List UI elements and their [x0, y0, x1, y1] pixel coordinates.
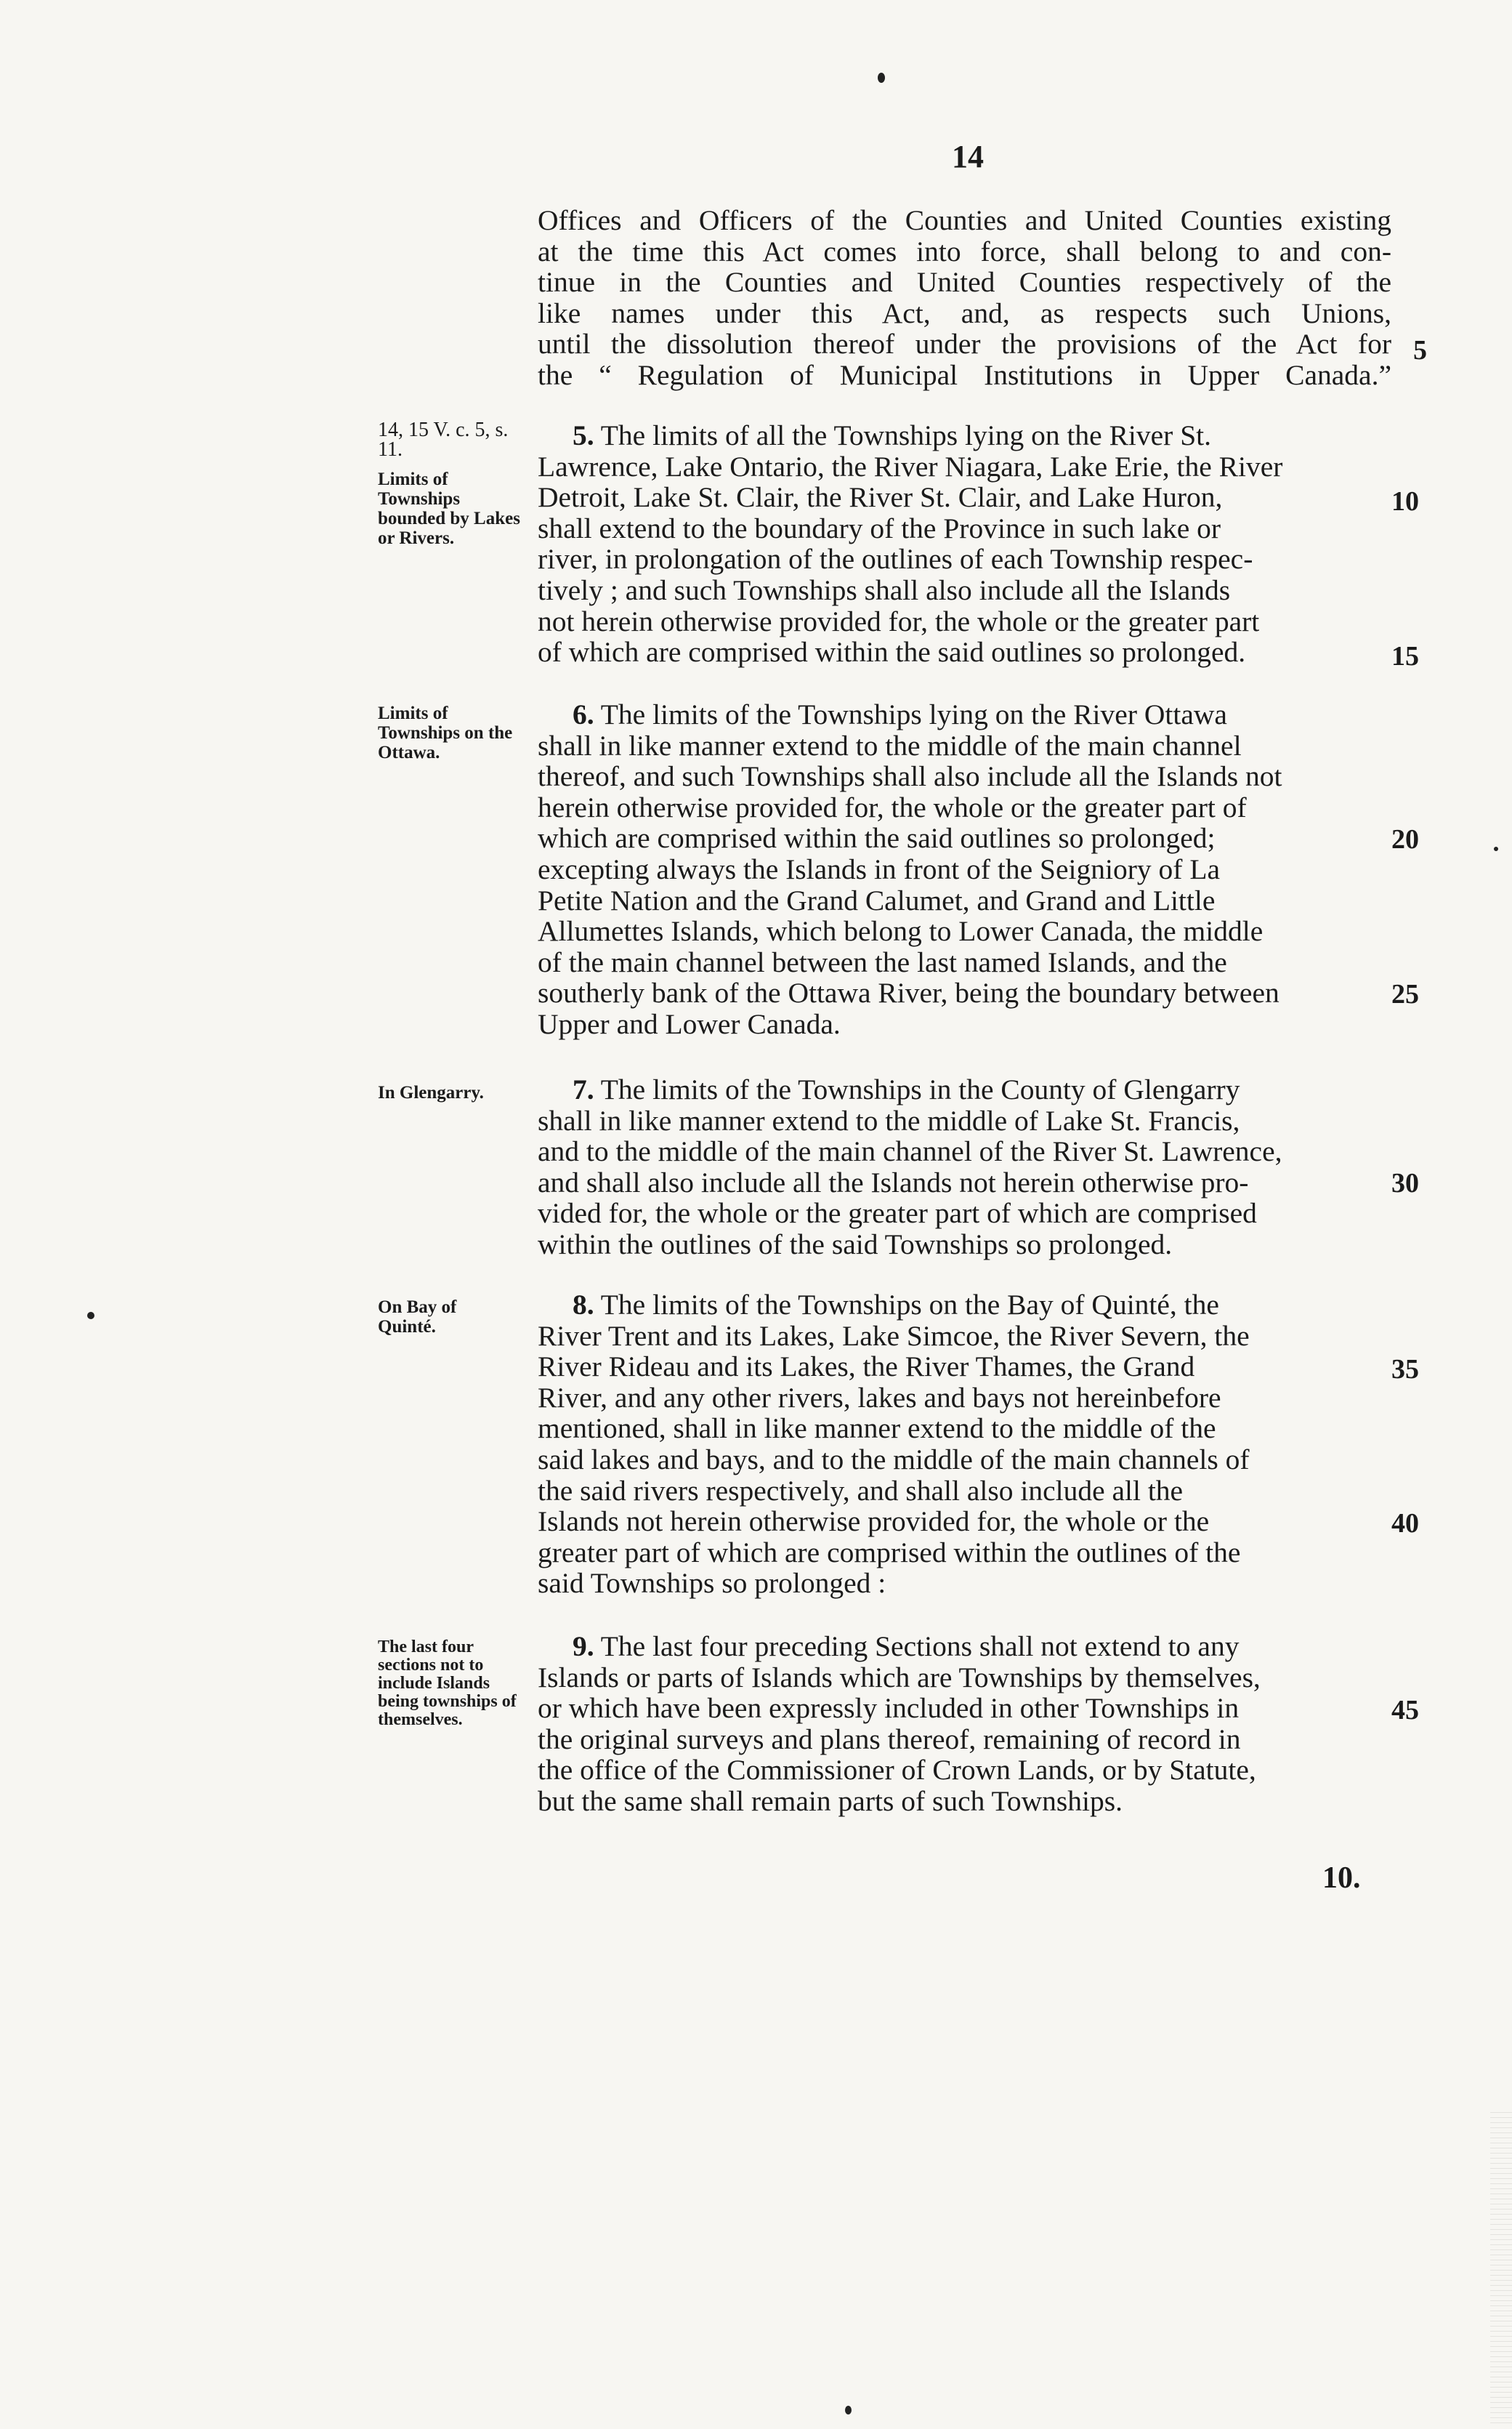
text-line: River, and any other rivers, lakes and bays not hereinbefore: [538, 1381, 1221, 1414]
line-number: 15: [1391, 641, 1419, 672]
section-number: 9.: [573, 1630, 594, 1662]
section-8: [538, 1289, 1391, 1599]
text-line: said Townships so prolonged :: [538, 1567, 886, 1600]
section-9: [538, 1631, 1391, 1817]
text-line: The last four preceding Sections shall not extend to any: [600, 1630, 1240, 1662]
text-line: excepting always the Islands in front of the Seigniory of La: [538, 853, 1220, 885]
text-line: The limits of the Townships in the County of Glengarry: [600, 1073, 1240, 1105]
text-line: said lakes and bays, and to the middle of the main channels of: [538, 1443, 1250, 1475]
text-line: Offices and Officers of the Counties and United Counties existing: [538, 204, 1391, 236]
text-line: The limits of the Townships lying on the River Ottawa: [600, 698, 1227, 730]
text-line: The limits of the Townships on the Bay of Quinté, the: [600, 1289, 1219, 1321]
text-line: like names under this Act, and, as respects such Unions,: [538, 297, 1391, 329]
line-number: 45: [1391, 1695, 1419, 1725]
text-line: herein otherwise provided for, the whole or the greater part of: [538, 791, 1247, 823]
text-line: tinue in the Counties and United Counties respectively of the: [538, 266, 1391, 299]
text-line: tively ; and such Townships shall also include all the Islands: [538, 573, 1231, 606]
margin-note-section-5: [378, 420, 530, 548]
page-number: 14: [952, 139, 984, 174]
text-line: until the dissolution thereof under the provisions of the Act for: [538, 328, 1391, 360]
text-line: shall in like manner extend to the middle of the main channel: [538, 729, 1242, 762]
text-line: The limits of all the Townships lying on the River St.: [600, 419, 1212, 451]
margin-note-text: The last four sections not to include Islands being townships of themselves.: [378, 1638, 517, 1729]
margin-note-text: In Glengarry.: [378, 1083, 484, 1103]
line-number: 5: [1413, 335, 1427, 366]
margin-note-text: On Bay of Quinté.: [378, 1297, 457, 1337]
text-line: which are comprised within the said outlines so prolonged;: [538, 822, 1216, 855]
text-line: vided for, the whole or the greater part of which are comprised: [538, 1197, 1257, 1230]
text-line: the said rivers respectively, and shall also include all the: [538, 1474, 1184, 1507]
text-line: greater part of which are comprised within the outlines of the: [538, 1536, 1241, 1568]
text-line: thereof, and such Townships shall also include all the Islands not: [538, 760, 1282, 793]
section-number: 7.: [573, 1073, 594, 1105]
text-line: Islands not herein otherwise provided for, the whole or the: [538, 1505, 1210, 1538]
text-line: Petite Nation and the Grand Calumet, and Grand and Little: [538, 884, 1216, 917]
margin-note-section-7: [378, 1083, 530, 1103]
line-number: 30: [1391, 1168, 1419, 1199]
margin-note-section-6: [378, 704, 530, 762]
text-line: and to the middle of the main channel of the River St. Lawrence,: [538, 1135, 1282, 1168]
text-line: and shall also include all the Islands not herein otherwise pro-: [538, 1166, 1249, 1199]
section-6: [538, 699, 1391, 1040]
text-line: Islands or parts of Islands which are Townships by themselves,: [538, 1661, 1261, 1693]
text-line: Allumettes Islands, which belong to Lower Canada, the middle: [538, 915, 1264, 948]
scan-speck: [845, 2406, 852, 2414]
scan-speck: [1494, 847, 1498, 851]
text-line: the original surveys and plans thereof, remaining of record in: [538, 1723, 1241, 1755]
text-line: at the time this Act comes into force, shall belong to and con-: [538, 235, 1391, 267]
line-number: 40: [1391, 1508, 1419, 1539]
scan-speck: [878, 73, 885, 83]
section-number: 6.: [573, 698, 594, 730]
text-line: within the outlines of the said Townships so prolonged.: [538, 1228, 1173, 1260]
statute-reference: 14, 15 V. c. 5, s. 11.: [378, 419, 509, 461]
text-line: River Trent and its Lakes, Lake Simcoe, the River Severn, the: [538, 1319, 1250, 1352]
section-5: [538, 420, 1391, 668]
text-line: Lawrence, Lake Ontario, the River Niagara, Lake Erie, the River: [538, 450, 1283, 483]
catchword: 10.: [1322, 1861, 1361, 1895]
margin-note-section-8: [378, 1297, 465, 1337]
line-number: 10: [1391, 486, 1419, 517]
margin-note-section-9: [378, 1638, 530, 1729]
text-line: River Rideau and its Lakes, the River Thames, the Grand: [538, 1350, 1195, 1383]
text-line: the “ Regulation of Municipal Institutions in Upper Canada.”: [538, 358, 1391, 391]
text-line: southerly bank of the Ottawa River, being the boundary between: [538, 977, 1279, 1010]
line-number: 25: [1391, 979, 1419, 1010]
section-7: [538, 1074, 1391, 1260]
section-number: 5.: [573, 419, 594, 451]
text-line: river, in prolongation of the outlines of each Township respec-: [538, 543, 1253, 576]
margin-note-text: Limits of Townships on the Ottawa.: [378, 704, 513, 762]
line-number: 20: [1391, 824, 1419, 855]
text-line: the office of the Commissioner of Crown Lands, or by Statute,: [538, 1754, 1256, 1786]
text-line: of which are comprised within the said outlines so prolonged.: [538, 636, 1246, 669]
text-line: or which have been expressly included in other Townships in: [538, 1692, 1240, 1725]
text-line: shall in like manner extend to the middle of Lake St. Francis,: [538, 1104, 1240, 1137]
text-line: mentioned, shall in like manner extend to the middle of the: [538, 1412, 1216, 1445]
text-line: not herein otherwise provided for, the whole or the greater part: [538, 605, 1260, 637]
scan-edge-noise: [1490, 2108, 1512, 2428]
section-number: 8.: [573, 1289, 594, 1321]
text-line: of the main channel between the last named Islands, and the: [538, 946, 1227, 978]
margin-note-text: Limits of Townships bounded by Lakes or Rivers.: [378, 470, 520, 548]
line-number: 35: [1391, 1354, 1419, 1385]
text-line: Upper and Lower Canada.: [538, 1007, 841, 1040]
text-line: shall extend to the boundary of the Province in such lake or: [538, 512, 1221, 544]
intro-paragraph: [538, 205, 1391, 391]
text-line: Detroit, Lake St. Clair, the River St. Clair, and Lake Huron,: [538, 481, 1223, 514]
scan-speck: [87, 1312, 94, 1319]
text-line: but the same shall remain parts of such Townships.: [538, 1784, 1123, 1817]
